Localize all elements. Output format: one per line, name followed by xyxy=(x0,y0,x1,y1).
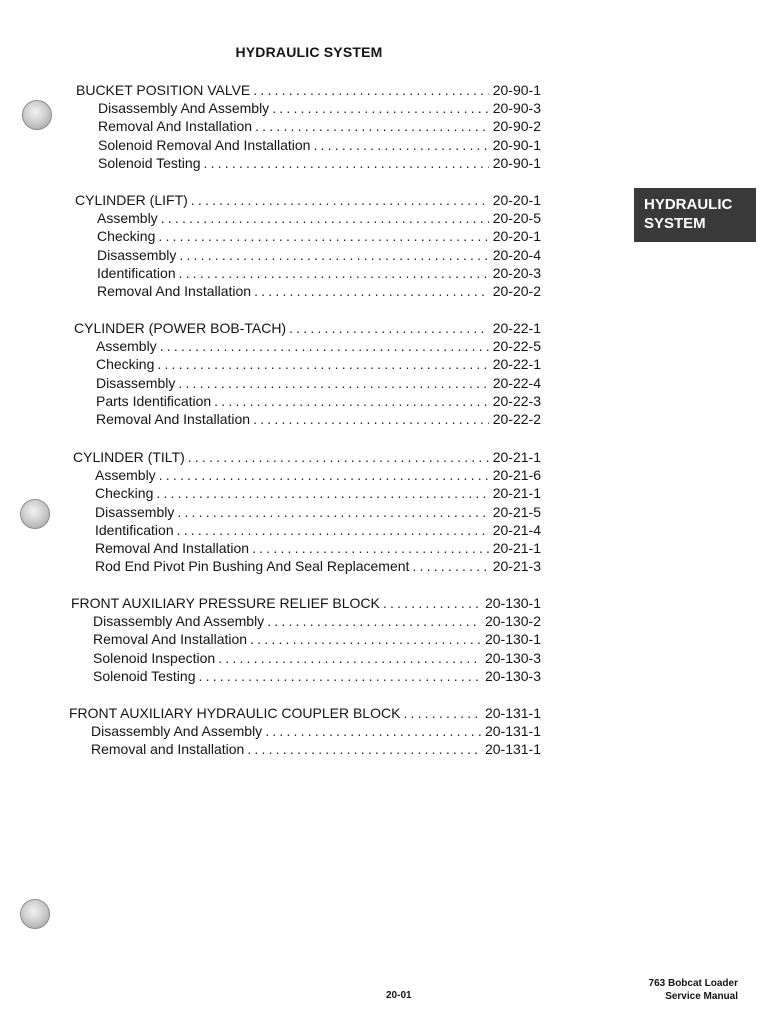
manual-title-line-1: 763 Bobcat Loader xyxy=(648,978,738,989)
dot-leader xyxy=(177,522,489,538)
toc-entry-label: Checking xyxy=(95,485,154,502)
toc-entry-label: Solenoid Testing xyxy=(93,667,196,684)
toc-section xyxy=(75,192,541,301)
toc-page-ref: 20-20-2 xyxy=(492,282,541,299)
dot-leader xyxy=(253,411,489,427)
toc-heading xyxy=(71,595,541,613)
toc-page-ref: 20-90-2 xyxy=(492,118,541,135)
dot-leader xyxy=(250,631,481,647)
toc-heading xyxy=(75,192,541,210)
toc-page-ref: 20-21-3 xyxy=(492,558,541,575)
toc-entry xyxy=(74,375,541,393)
toc-page-ref: 20-130-2 xyxy=(484,613,541,630)
toc-entry-label: Removal And Installation xyxy=(97,282,252,299)
toc-page-ref: 20-22-1 xyxy=(492,320,541,336)
toc-section xyxy=(74,320,541,429)
toc-page-ref: 20-130-3 xyxy=(484,667,541,684)
dot-leader xyxy=(179,265,489,281)
toc-heading xyxy=(69,705,541,723)
toc-entry xyxy=(71,668,541,686)
toc-entry xyxy=(73,467,541,485)
binder-hole-icon xyxy=(20,499,50,529)
toc-page-ref: 20-22-3 xyxy=(492,392,541,409)
toc-entry-label: Disassembly xyxy=(97,246,177,263)
toc-page-ref: 20-20-3 xyxy=(492,264,541,281)
dot-leader xyxy=(267,613,481,629)
toc-entry xyxy=(71,631,541,649)
toc-heading xyxy=(76,82,541,100)
toc-page-ref: 20-130-3 xyxy=(484,649,541,666)
toc-heading-label: CYLINDER (LIFT) xyxy=(75,192,188,208)
toc-entry xyxy=(73,522,541,540)
toc-entry-label: Assembly xyxy=(97,210,158,227)
toc-entry-label: Removal And Installation xyxy=(93,631,248,648)
dot-leader xyxy=(218,650,481,666)
toc-page-ref: 20-131-1 xyxy=(484,741,541,758)
dot-leader xyxy=(412,558,488,574)
dot-leader xyxy=(403,705,481,721)
dot-leader xyxy=(313,137,488,153)
toc-page-ref: 20-21-1 xyxy=(492,485,541,502)
dot-leader xyxy=(191,192,489,208)
dot-leader xyxy=(289,320,489,336)
toc-entry xyxy=(74,411,541,429)
toc-entry xyxy=(76,118,541,136)
toc-page-ref: 20-21-1 xyxy=(492,449,541,465)
toc-entry-label: Solenoid Testing xyxy=(98,154,201,171)
toc-page-ref: 20-130-1 xyxy=(484,595,541,611)
toc-heading-label: CYLINDER (TILT) xyxy=(73,449,185,465)
dot-leader xyxy=(214,393,489,409)
dot-leader xyxy=(156,485,488,501)
toc-entry xyxy=(69,723,541,741)
toc-entry xyxy=(74,393,541,411)
dot-leader xyxy=(188,449,489,465)
toc-entry-label: Removal and Installation xyxy=(91,741,245,758)
toc-heading-label: FRONT AUXILIARY HYDRAULIC COUPLER BLOCK xyxy=(69,705,401,721)
dot-leader xyxy=(159,467,489,483)
toc-page-ref: 20-90-1 xyxy=(492,136,541,153)
toc-entry-label: Solenoid Removal And Installation xyxy=(98,136,311,153)
toc-entry-label: Assembly xyxy=(95,467,156,484)
toc-entry-label: Identification xyxy=(95,521,174,538)
dot-leader xyxy=(157,356,488,372)
toc-entry-label: Checking xyxy=(96,356,155,373)
section-tab xyxy=(634,188,756,242)
dot-leader xyxy=(265,723,481,739)
toc-page-ref: 20-131-1 xyxy=(484,723,541,740)
toc-entry xyxy=(73,504,541,522)
dot-leader xyxy=(178,375,488,391)
toc-entry-label: Identification xyxy=(97,264,176,281)
toc-page-ref: 20-20-1 xyxy=(492,192,541,208)
toc-page-ref: 20-130-1 xyxy=(484,631,541,648)
dot-leader xyxy=(272,100,489,116)
page-number: 20-01 xyxy=(386,990,412,1001)
toc-entry xyxy=(71,613,541,631)
toc-page-ref: 20-90-3 xyxy=(492,100,541,117)
toc-page-ref: 20-20-4 xyxy=(492,246,541,263)
dot-leader xyxy=(177,504,488,520)
toc-entry xyxy=(75,228,541,246)
dot-leader xyxy=(179,247,488,263)
toc-page-ref: 20-22-2 xyxy=(492,410,541,427)
toc-entry xyxy=(76,155,541,173)
dot-leader xyxy=(247,741,481,757)
dot-leader xyxy=(383,595,481,611)
toc-page-ref: 20-21-5 xyxy=(492,503,541,520)
toc-entry xyxy=(75,283,541,301)
toc-entry-label: Disassembly xyxy=(96,374,176,391)
toc-entry xyxy=(76,100,541,118)
toc-entry xyxy=(75,210,541,228)
toc-entry xyxy=(75,265,541,283)
toc-heading-label: CYLINDER (POWER BOB-TACH) xyxy=(74,320,287,336)
toc-section xyxy=(69,705,541,760)
binder-hole-icon xyxy=(20,899,50,929)
toc-heading xyxy=(73,449,541,467)
binder-hole-icon xyxy=(22,100,52,130)
toc-page-ref: 20-22-1 xyxy=(492,356,541,373)
toc-entry-label: Removal And Installation xyxy=(98,118,253,135)
toc-entry-label: Removal And Installation xyxy=(96,410,251,427)
toc-entry-label: Removal And Installation xyxy=(95,539,250,556)
dot-leader xyxy=(161,210,489,226)
toc-section xyxy=(76,82,541,173)
manual-title xyxy=(649,977,738,1003)
toc-page-ref: 20-131-1 xyxy=(484,705,541,721)
dot-leader xyxy=(160,338,489,354)
toc-entry-label: Disassembly And Assembly xyxy=(93,613,265,630)
toc-entry xyxy=(71,650,541,668)
toc-page-ref: 20-21-1 xyxy=(492,539,541,556)
manual-title-line-2: Service Manual xyxy=(665,991,738,1002)
toc-entry xyxy=(74,338,541,356)
toc-entry xyxy=(76,137,541,155)
toc-page-ref: 20-90-1 xyxy=(492,154,541,171)
section-tab-line-2: SYSTEM xyxy=(644,215,706,232)
dot-leader xyxy=(198,668,480,684)
toc-entry-label: Rod End Pivot Pin Bushing And Seal Replacement xyxy=(95,558,410,575)
dot-leader xyxy=(252,540,489,556)
toc-section xyxy=(73,449,541,576)
toc-page-ref: 20-20-1 xyxy=(492,228,541,245)
toc-entry-label: Disassembly xyxy=(95,503,175,520)
toc-entry xyxy=(73,558,541,576)
toc-page-ref: 20-90-1 xyxy=(492,82,541,98)
dot-leader xyxy=(253,82,488,98)
toc-heading-label: BUCKET POSITION VALVE xyxy=(76,82,251,98)
toc-entry-label: Solenoid Inspection xyxy=(93,649,216,666)
dot-leader xyxy=(203,155,488,171)
toc-heading xyxy=(74,320,541,338)
toc-heading-label: FRONT AUXILIARY PRESSURE RELIEF BLOCK xyxy=(71,595,380,611)
toc-entry xyxy=(69,741,541,759)
toc-entry xyxy=(74,356,541,374)
toc-page-ref: 20-22-5 xyxy=(492,338,541,355)
toc-entry-label: Disassembly And Assembly xyxy=(98,100,270,117)
dot-leader xyxy=(255,118,489,134)
toc-entry-label: Checking xyxy=(97,228,156,245)
toc-page-ref: 20-20-5 xyxy=(492,210,541,227)
toc-entry xyxy=(73,485,541,503)
toc-page-ref: 20-22-4 xyxy=(492,374,541,391)
toc-page-ref: 20-21-4 xyxy=(492,521,541,538)
section-tab-line-1: HYDRAULIC xyxy=(644,196,733,213)
toc-page-ref: 20-21-6 xyxy=(492,467,541,484)
toc-entry xyxy=(73,540,541,558)
toc-section xyxy=(71,595,541,686)
dot-leader xyxy=(158,228,488,244)
toc-entry-label: Disassembly And Assembly xyxy=(91,723,263,740)
toc-entry-label: Parts Identification xyxy=(96,392,212,409)
toc-entry xyxy=(75,247,541,265)
dot-leader xyxy=(254,283,489,299)
page-title: HYDRAULIC SYSTEM xyxy=(235,44,383,60)
toc-entry-label: Assembly xyxy=(96,338,157,355)
